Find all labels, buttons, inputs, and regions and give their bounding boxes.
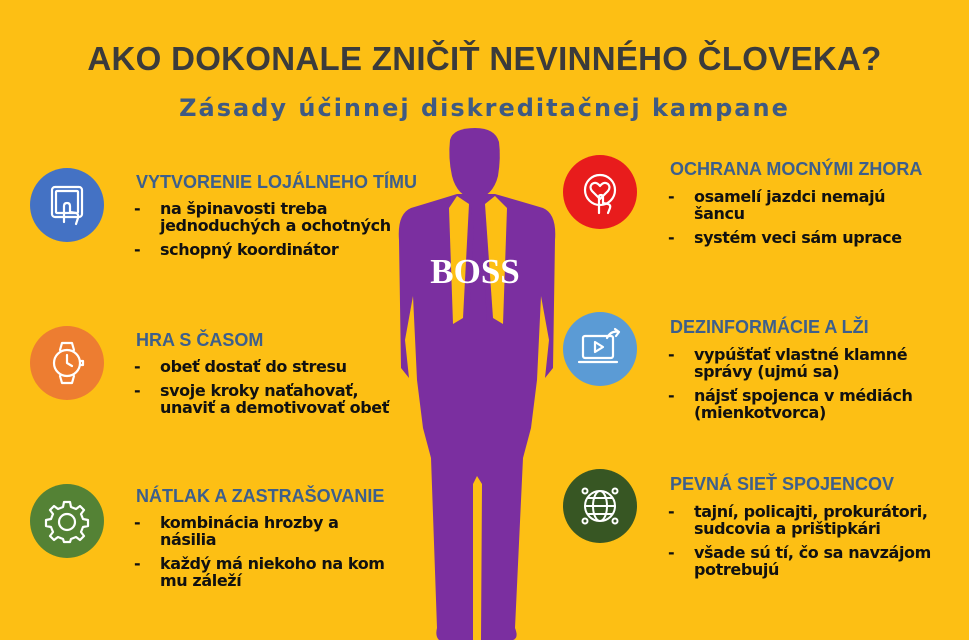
list-item: - osamelí jazdci nemajú šancu [668,188,908,222]
section-title-protection: OCHRANA MOCNÝMI ZHORA [670,159,923,179]
globe-network-icon [577,483,623,529]
boss-figure [395,128,565,640]
time-circle [30,326,104,400]
heart-touch-icon [577,169,623,215]
boss-head [449,128,499,200]
pressure-circle [30,484,104,558]
list-item: - kombinácia hrozby a násilia [134,514,394,548]
list-item: - schopný koordinátor [134,241,404,258]
section-title-network: PEVNÁ SIEŤ SPOJENCOV [670,474,895,494]
list-item: - obeť dostať do stresu [134,358,404,375]
section-list-team [134,200,404,265]
section-title-time: HRA S ČASOM [136,330,264,350]
boss-label: BOSS [430,252,520,291]
list-item: - na špinavosti treba jednoduchých a ochotných [134,200,404,234]
disinfo-circle [563,312,637,386]
section-title-team: VYTVORENIE LOJÁLNEHO TÍMU [136,172,418,192]
list-item: - tajní, policajti, prokurátori, sudcovia a prištipkári [668,503,958,537]
section-list-protection [668,188,908,253]
gear-icon [44,498,90,544]
section-title-disinfo: DEZINFORMÁCIE A LŽI [670,317,869,337]
section-title-pressure: NÁTLAK A ZASTRAŠOVANIE [136,486,385,506]
team-circle [30,168,104,242]
network-circle [563,469,637,543]
protection-circle [563,155,637,229]
tablet-touch-icon [44,182,90,228]
list-item: - systém veci sám uprace [668,229,908,246]
page-title: AKO DOKONALE ZNIČIŤ NEVINNÉHO ČLOVEKA? [87,40,882,77]
list-item: - všade sú tí, čo sa navzájom potrebujú [668,544,958,578]
list-item: - nájsť spojenca v médiách (mienkotvorca) [668,387,933,421]
video-share-icon [577,326,623,372]
section-list-pressure [134,514,394,596]
section-list-time [134,358,404,423]
section-list-network [668,503,958,585]
page-subtitle: Zásady účinnej diskreditačnej kampane [179,94,790,122]
section-list-disinfo [668,346,933,428]
list-item: - svoje kroky naťahovať, unaviť a demotivovať obeť [134,382,404,416]
list-item: - každý má niekoho na kom mu záleží [134,555,394,589]
watch-icon [44,340,90,386]
list-item: - vypúšťať vlastné klamné správy (ujmú sa) [668,346,933,380]
